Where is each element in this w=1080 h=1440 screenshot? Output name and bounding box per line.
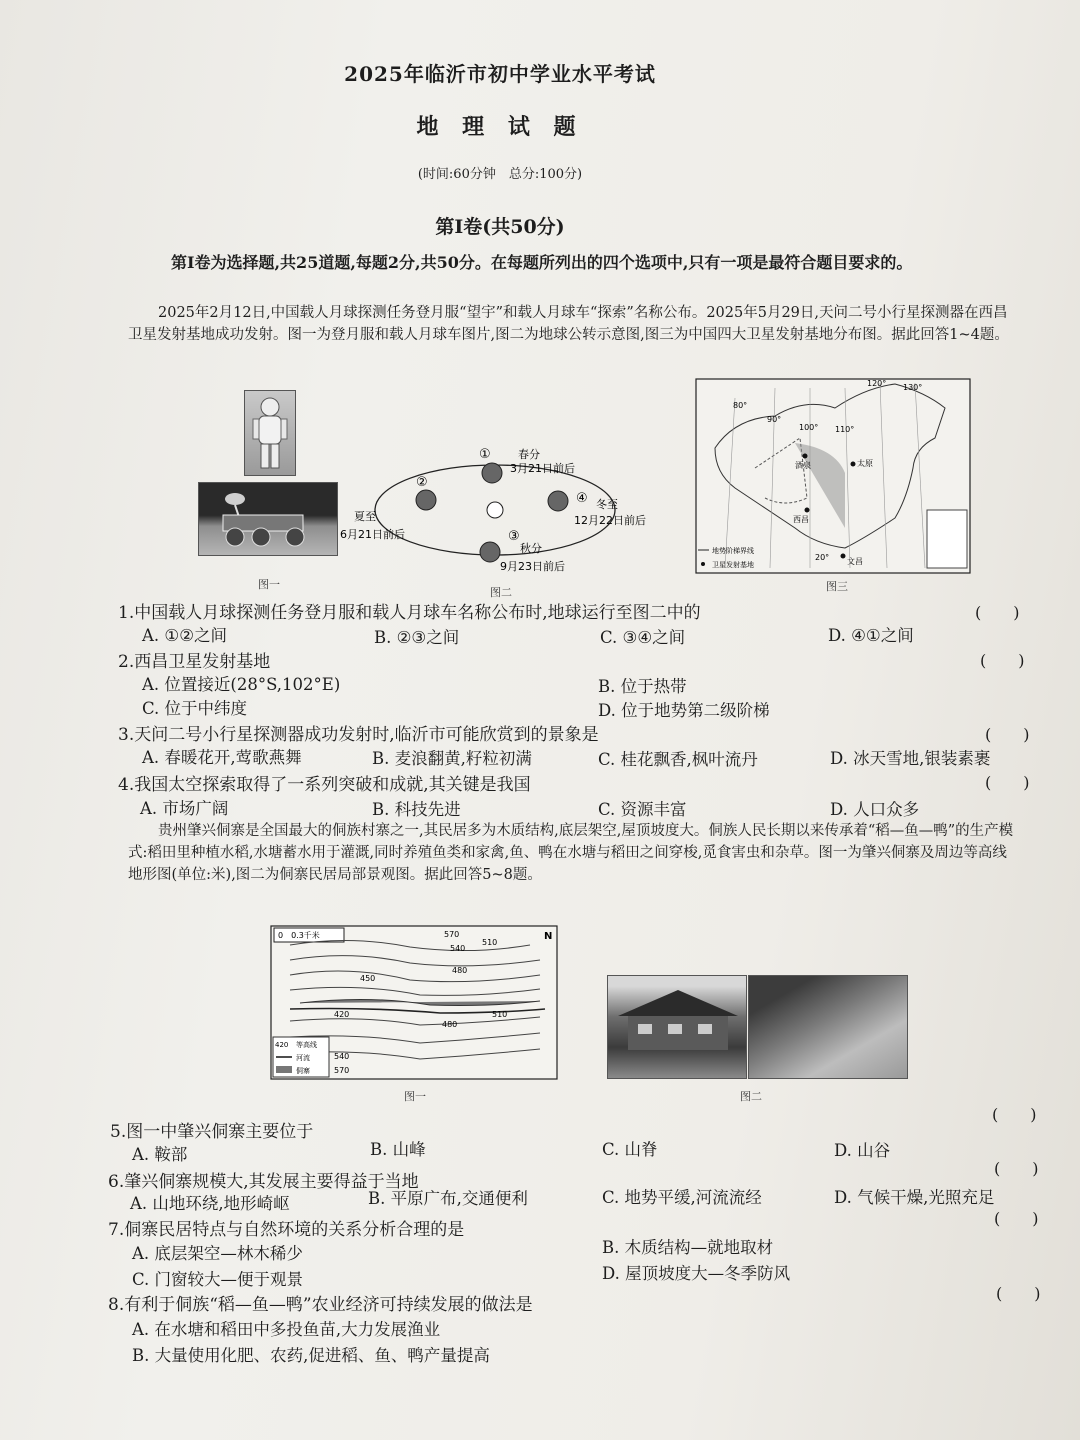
map-legend-line: 地势阶梯界线 bbox=[712, 547, 754, 555]
contour-480: 480 bbox=[452, 966, 468, 975]
winter-date: 12月22日前后 bbox=[574, 514, 646, 527]
map-legend-point: 卫星发射基地 bbox=[712, 561, 754, 569]
lunar-rover-photo bbox=[198, 482, 338, 556]
winter-label: 冬至 bbox=[596, 498, 618, 511]
orbit-num-2: ② bbox=[416, 475, 428, 490]
legend-river: 河流 bbox=[296, 1054, 310, 1062]
earth-orbit-diagram bbox=[340, 440, 680, 580]
q6-option-d[interactable]: D. 气候干燥,光照充足 bbox=[834, 1188, 995, 1207]
q7-option-b[interactable]: B. 木质结构—就地取材 bbox=[602, 1238, 774, 1257]
contour-510: 510 bbox=[482, 938, 498, 947]
instructions: 第Ⅰ卷为选择题,共25道题,每题2分,共50分。在每题所列出的四个选项中,只有一项是最符合题目要求的。 bbox=[171, 253, 913, 272]
earth-spring-icon bbox=[482, 463, 502, 483]
exam-meta: (时间:60分钟 总分:100分) bbox=[417, 167, 583, 182]
earth-summer-icon bbox=[416, 490, 436, 510]
earth-autumn-icon bbox=[480, 542, 500, 562]
passage-2: 贵州肇兴侗寨是全国最大的侗族村寨之一,其民居多为木质结构,底层架空,屋顶坡度大。侗族人民长期以来传承着“稻—鱼—鸭”的生产模式:稻田里种植水稻,水塘蓄水用于灌溉,同时养殖鱼类和家禽,鱼、鸭在水塘与稻田之间穿梭,觅食害虫和杂草。图一为肇兴侗寨及周边等高线地形图(单位:米),图二为侗寨民居局部景观图。据此回答5~8题。 bbox=[128, 823, 1014, 883]
wenchang-label: 文昌 bbox=[847, 557, 863, 566]
question-1-stem: 1.中国载人月球探测任务登月服和载人月球车名称公布时,地球运行至图二中的 bbox=[118, 603, 701, 623]
spring-label: 春分 bbox=[518, 448, 540, 461]
q6-option-a[interactable]: A. 山地环绕,地形崎岖 bbox=[130, 1194, 290, 1213]
contour-map bbox=[270, 925, 558, 1080]
passage-1: 2025年2月12日,中国载人月球探测任务登月服“望宇”和载人月球车“探索”名称公布。2025年5月29日,天问二号小行星探测器在西昌卫星发射基地成功发射。图一为登月服和载人月球车图片,图二为地球公转示意图,图三为中国四大卫星发射基地分布图。据此回答1~4题。 bbox=[128, 305, 1009, 343]
question-2-stem: 2.西昌卫星发射基地 bbox=[118, 652, 271, 672]
contour-420: 420 bbox=[334, 1010, 350, 1019]
contour-570b: 570 bbox=[334, 1066, 350, 1075]
q1-option-c[interactable]: C. ③④之间 bbox=[600, 628, 686, 647]
sun-icon bbox=[487, 502, 503, 518]
q8-option-a[interactable]: A. 在水塘和稻田中多投鱼苗,大力发展渔业 bbox=[132, 1320, 441, 1339]
answer-box-8[interactable]: ( ) bbox=[996, 1284, 1041, 1303]
q2-option-d[interactable]: D. 位于地势第二级阶梯 bbox=[598, 701, 770, 720]
terrace-photo bbox=[748, 975, 908, 1079]
q5-option-d[interactable]: D. 山谷 bbox=[834, 1141, 891, 1160]
lon100-label: 100° bbox=[799, 423, 819, 432]
contour-480b: 480 bbox=[442, 1020, 458, 1029]
q2-option-b[interactable]: B. 位于热带 bbox=[598, 677, 687, 696]
answer-box-2[interactable]: ( ) bbox=[980, 651, 1025, 670]
q5-option-a[interactable]: A. 鞍部 bbox=[132, 1145, 188, 1164]
q6-option-c[interactable]: C. 地势平缓,河流流经 bbox=[602, 1188, 762, 1207]
q4-option-a[interactable]: A. 市场广阔 bbox=[140, 799, 229, 818]
q2-option-a[interactable]: A. 位置接近(28°S,102°E) bbox=[142, 675, 341, 694]
q7-option-c[interactable]: C. 门窗较大—便于观景 bbox=[132, 1270, 304, 1289]
section-title: 第Ⅰ卷(共50分) bbox=[435, 216, 565, 238]
exam-subject: 地 理 试 题 bbox=[416, 114, 584, 140]
q5-option-c[interactable]: C. 山脊 bbox=[602, 1140, 658, 1159]
q1-option-b[interactable]: B. ②③之间 bbox=[374, 628, 460, 647]
q8-option-b[interactable]: B. 大量使用化肥、农药,促进稻、鱼、鸭产量提高 bbox=[132, 1346, 490, 1365]
scale-label: 0 0.3千米 bbox=[278, 931, 320, 940]
q7-option-a[interactable]: A. 底层架空—林木稀少 bbox=[132, 1244, 303, 1263]
earth-winter-icon bbox=[548, 491, 568, 511]
q3-option-b[interactable]: B. 麦浪翻黄,籽粒初满 bbox=[372, 749, 532, 768]
orbit-num-3: ③ bbox=[508, 529, 520, 544]
answer-box-6[interactable]: ( ) bbox=[994, 1159, 1039, 1178]
lon90-label: 90° bbox=[767, 415, 782, 424]
summer-label: 夏至 bbox=[354, 510, 376, 523]
question-6-stem: 6.肇兴侗寨规模大,其发展主要得益于当地 bbox=[108, 1172, 419, 1192]
answer-box-5[interactable]: ( ) bbox=[992, 1105, 1037, 1124]
lon120-label: 120° bbox=[867, 379, 887, 388]
jiuquan-label: 酒泉 bbox=[795, 461, 811, 470]
spacesuit-photo bbox=[244, 390, 296, 476]
q3-option-d[interactable]: D. 冰天雪地,银装素裹 bbox=[830, 749, 991, 768]
q2-option-c[interactable]: C. 位于中纬度 bbox=[142, 699, 248, 718]
contour-540b: 540 bbox=[334, 1052, 350, 1061]
dwelling-photo bbox=[607, 975, 747, 1079]
q4-option-d[interactable]: D. 人口众多 bbox=[830, 800, 920, 819]
answer-box-7[interactable]: ( ) bbox=[994, 1209, 1039, 1228]
answer-box-1[interactable]: ( ) bbox=[975, 603, 1020, 622]
q1-option-d[interactable]: D. ④①之间 bbox=[828, 626, 914, 645]
question-4-stem: 4.我国太空探索取得了一系列突破和成就,其关键是我国 bbox=[118, 775, 531, 795]
q3-option-a[interactable]: A. 春暖花开,莺歌燕舞 bbox=[142, 748, 302, 767]
taiyuan-label: 太原 bbox=[857, 459, 873, 468]
china-launch-sites-map bbox=[695, 378, 971, 574]
spring-date: 3月21日前后 bbox=[510, 462, 575, 475]
summer-date: 6月21日前后 bbox=[340, 528, 405, 541]
orbit-num-1: ① bbox=[479, 447, 491, 462]
figure2b-caption: 图二 bbox=[740, 1090, 762, 1103]
figure2-caption: 图二 bbox=[490, 586, 512, 599]
q6-option-b[interactable]: B. 平原广布,交通便利 bbox=[368, 1189, 528, 1208]
figure1b-caption: 图一 bbox=[404, 1090, 426, 1103]
q4-option-c[interactable]: C. 资源丰富 bbox=[598, 800, 687, 819]
north-arrow: N bbox=[544, 931, 553, 942]
question-5-stem: 5.图一中肇兴侗寨主要位于 bbox=[110, 1122, 314, 1142]
q3-option-c[interactable]: C. 桂花飘香,枫叶流丹 bbox=[598, 750, 758, 769]
orbit-num-4: ④ bbox=[576, 491, 588, 506]
exam-title: 2025年临沂市初中学业水平考试 bbox=[344, 62, 656, 86]
q5-option-b[interactable]: B. 山峰 bbox=[370, 1140, 426, 1159]
autumn-label: 秋分 bbox=[520, 542, 542, 555]
contour-510b: 510 bbox=[492, 1010, 508, 1019]
legend-contour-value: 420 bbox=[275, 1041, 289, 1049]
question-3-stem: 3.天问二号小行星探测器成功发射时,临沂市可能欣赏到的景象是 bbox=[118, 725, 599, 745]
lon80-label: 80° bbox=[733, 401, 748, 410]
q4-option-b[interactable]: B. 科技先进 bbox=[372, 800, 461, 819]
question-8-stem: 8.有利于侗族“稻—鱼—鸭”农业经济可持续发展的做法是 bbox=[108, 1295, 533, 1315]
xichang-label: 西昌 bbox=[793, 515, 809, 524]
legend-contour: 等高线 bbox=[296, 1041, 317, 1049]
lon110-label: 110° bbox=[835, 425, 855, 434]
figure3-caption: 图三 bbox=[826, 580, 848, 593]
q1-option-a[interactable]: A. ①②之间 bbox=[142, 626, 227, 645]
answer-box-3[interactable]: ( ) bbox=[985, 725, 1030, 744]
contour-570: 570 bbox=[444, 930, 460, 939]
lat20-label: 20° bbox=[815, 553, 830, 562]
contour-540: 540 bbox=[450, 944, 466, 953]
lon130-label: 130° bbox=[903, 383, 923, 392]
figure1-caption: 图一 bbox=[258, 578, 280, 591]
question-7-stem: 7.侗寨民居特点与自然环境的关系分析合理的是 bbox=[108, 1220, 465, 1240]
legend-village: 侗寨 bbox=[296, 1067, 310, 1075]
q7-option-d[interactable]: D. 屋顶坡度大—冬季防风 bbox=[602, 1264, 791, 1283]
answer-box-4[interactable]: ( ) bbox=[985, 773, 1030, 792]
contour-450: 450 bbox=[360, 974, 376, 983]
autumn-date: 9月23日前后 bbox=[500, 560, 565, 573]
